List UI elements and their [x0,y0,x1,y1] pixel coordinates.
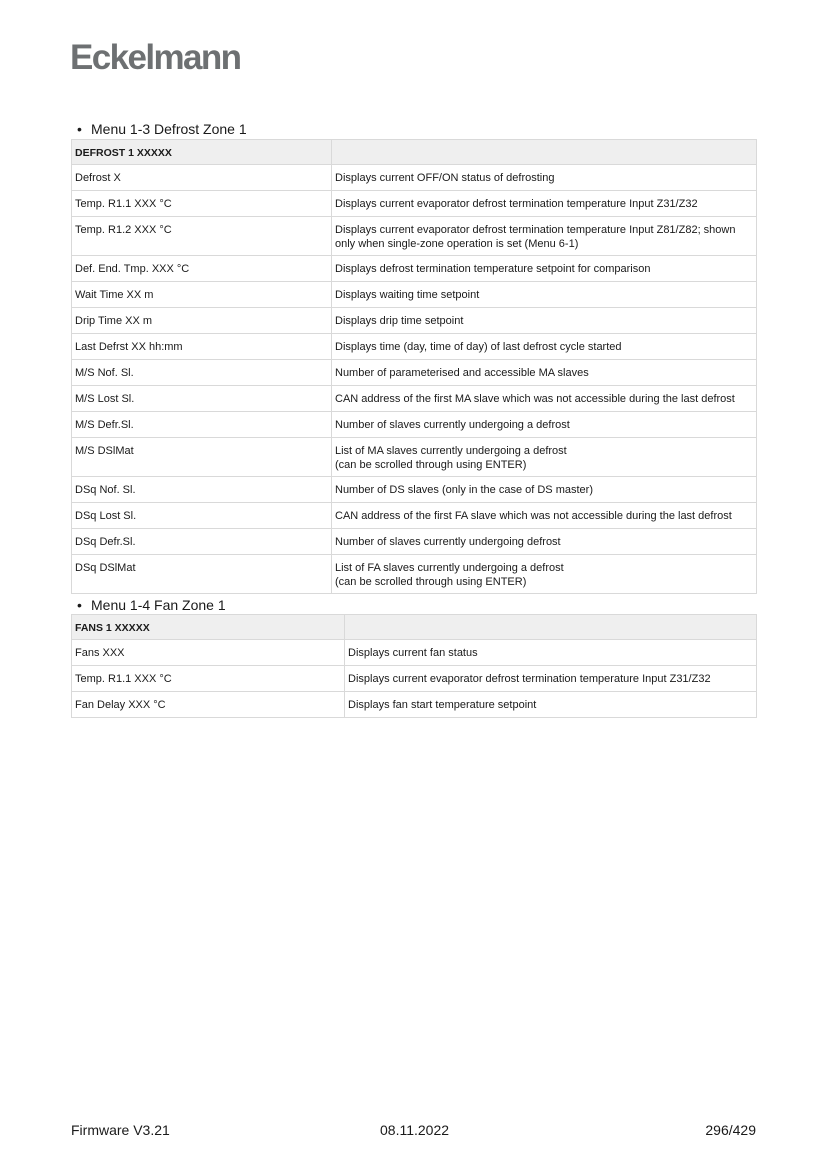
footer-page-number: 296/429 [705,1122,756,1138]
table-row [72,217,757,256]
table-row [72,529,757,555]
parameter-description-cell: Displays waiting time setpoint [332,282,757,308]
table-row [72,334,757,360]
section-heading-text: Menu 1-4 Fan Zone 1 [91,597,226,613]
parameter-description-cell: Displays fan start temperature setpoint [345,692,757,718]
table-row [72,438,757,477]
parameter-description-cell: Number of slaves currently undergoing defrost [332,529,757,555]
table-row [72,256,757,282]
parameter-name-cell: Last Defrst XX hh:mm [72,334,332,360]
parameter-name-cell: Fans XXX [72,640,345,666]
parameter-description-cell: CAN address of the first MA slave which was not accessible during the last defrost [332,386,757,412]
table-header-cell: FANS 1 XXXXX [72,615,345,640]
parameter-description-cell: Displays current evaporator defrost termination temperature Input Z31/Z32 [332,191,757,217]
parameter-name-cell: Drip Time XX m [72,308,332,334]
parameter-name-cell: Temp. R1.1 XXX °C [72,191,332,217]
table-row [72,666,757,692]
table-header-row [72,615,757,640]
table-row [72,692,757,718]
bullet-icon: • [77,597,82,613]
parameter-name-cell: Temp. R1.1 XXX °C [72,666,345,692]
footer-date: 08.11.2022 [380,1122,450,1138]
parameter-description-cell: CAN address of the first FA slave which was not accessible during the last defrost [332,503,757,529]
section-heading-text: Menu 1-3 Defrost Zone 1 [91,121,247,137]
table-row [72,412,757,438]
parameter-name-cell: Defrost X [72,165,332,191]
table-header-cell: DEFROST 1 XXXXX [72,140,332,165]
parameter-name-cell: DSq Nof. Sl. [72,477,332,503]
parameter-description-cell: Displays time (day, time of day) of last defrost cycle started [332,334,757,360]
company-logo: Eckelmann [70,38,241,77]
table-header-row [72,140,757,165]
parameter-name-cell: DSq DSlMat [72,555,332,594]
table-header-cell [345,615,757,640]
parameter-name-cell: DSq Defr.Sl. [72,529,332,555]
parameter-description-cell: Displays current fan status [345,640,757,666]
parameter-description-cell: Displays drip time setpoint [332,308,757,334]
parameter-name-cell: Temp. R1.2 XXX °C [72,217,332,256]
parameter-description-cell: Displays current OFF/ON status of defrosting [332,165,757,191]
table-header-cell [332,140,757,165]
parameter-name-cell: M/S Defr.Sl. [72,412,332,438]
table-row [72,308,757,334]
parameter-name-cell: DSq Lost Sl. [72,503,332,529]
parameter-name-cell: Fan Delay XXX °C [72,692,345,718]
table-row [72,360,757,386]
parameter-description-cell: Displays current evaporator defrost termination temperature Input Z31/Z32 [345,666,757,692]
section-heading-fans [77,597,226,613]
parameter-description-cell: Number of DS slaves (only in the case of DS master) [332,477,757,503]
parameter-description-cell: List of FA slaves currently undergoing a defrost (can be scrolled through using ENTER) [332,555,757,594]
parameter-name-cell: M/S DSlMat [72,438,332,477]
defrost-parameter-table [71,139,757,594]
bullet-icon: • [77,121,82,137]
table-row [72,165,757,191]
footer-firmware: Firmware V3.21 [71,1122,170,1138]
section-heading-defrost [77,121,247,137]
table-row [72,503,757,529]
table-row [72,640,757,666]
fans-parameter-table [71,614,757,718]
table-row [72,282,757,308]
parameter-description-cell: Number of parameterised and accessible MA slaves [332,360,757,386]
table-row [72,477,757,503]
parameter-name-cell: Wait Time XX m [72,282,332,308]
parameter-description-cell: Displays current evaporator defrost termination temperature Input Z81/Z82; shown only when single-zone operation is set (Menu 6-1) [332,217,757,256]
parameter-name-cell: Def. End. Tmp. XXX °C [72,256,332,282]
parameter-name-cell: M/S Lost Sl. [72,386,332,412]
parameter-description-cell: Number of slaves currently undergoing a defrost [332,412,757,438]
parameter-name-cell: M/S Nof. Sl. [72,360,332,386]
table-row [72,191,757,217]
parameter-description-cell: List of MA slaves currently undergoing a defrost (can be scrolled through using ENTER) [332,438,757,477]
table-row [72,555,757,594]
table-row [72,386,757,412]
parameter-description-cell: Displays defrost termination temperature setpoint for comparison [332,256,757,282]
